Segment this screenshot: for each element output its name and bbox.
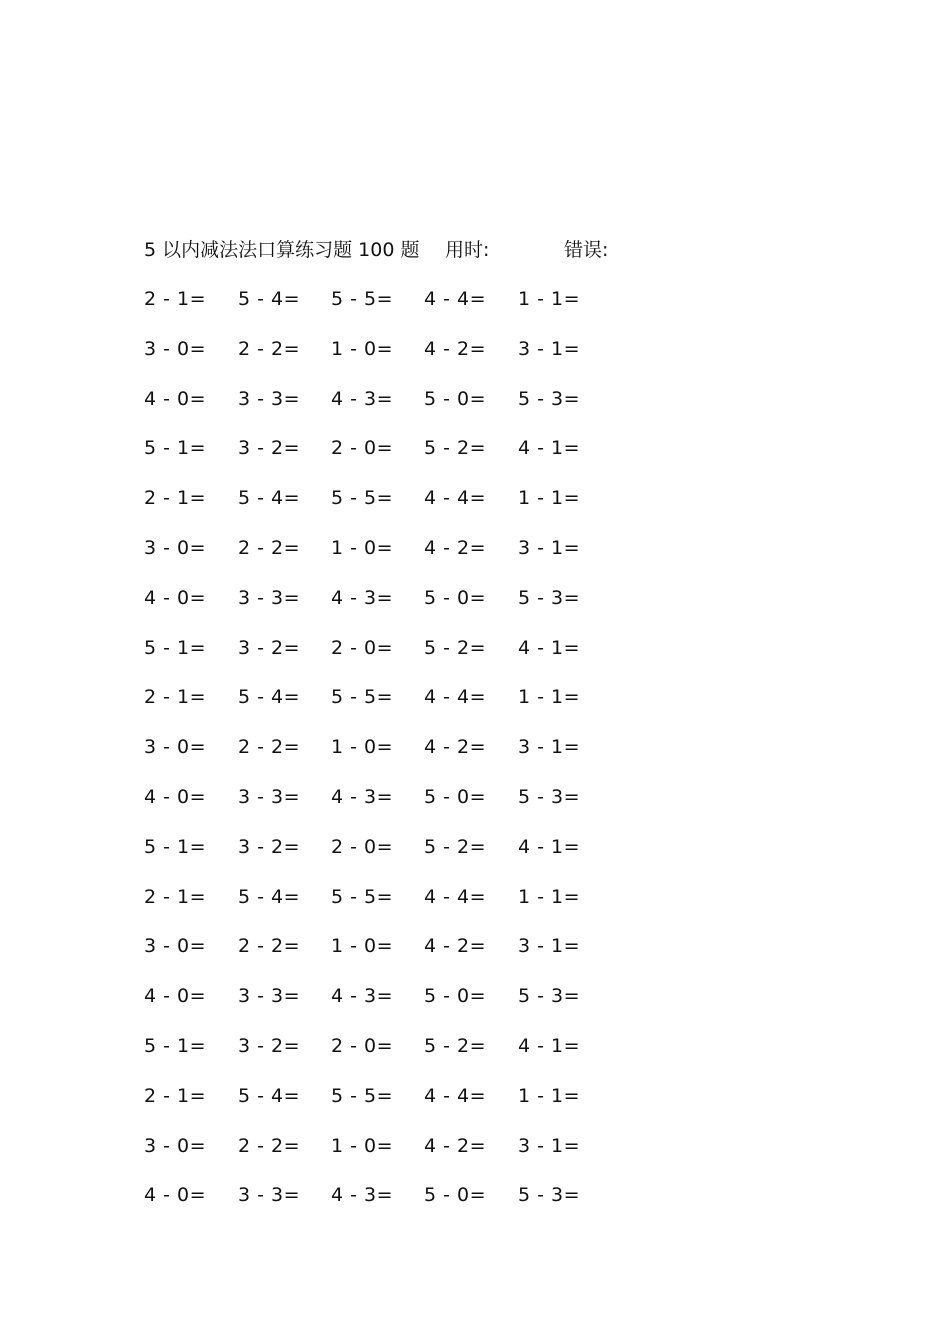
problem-item: 3 - 3=	[238, 586, 301, 609]
problem-item: 5 - 1=	[144, 835, 207, 858]
problem-item: 4 - 3=	[331, 1184, 394, 1207]
problem-item: 4 - 3=	[331, 586, 394, 609]
problem-row	[144, 932, 704, 982]
problem-row	[144, 484, 704, 534]
problem-item: 1 - 1=	[518, 288, 581, 310]
problem-item: 4 - 0=	[144, 586, 207, 609]
problem-item: 4 - 2=	[424, 536, 487, 559]
problem-item: 4 - 2=	[424, 736, 487, 759]
problem-row	[144, 1032, 704, 1082]
problem-item: 4 - 1=	[518, 437, 581, 460]
problem-row	[144, 783, 704, 833]
problem-item: 3 - 2=	[238, 835, 301, 858]
problem-item: 5 - 3=	[518, 985, 581, 1008]
problem-item: 3 - 0=	[144, 536, 207, 559]
problem-row	[144, 385, 704, 435]
problem-item: 2 - 0=	[331, 636, 394, 659]
problem-item: 1 - 0=	[331, 337, 394, 360]
problem-item: 3 - 1=	[518, 935, 581, 958]
problem-item: 2 - 1=	[144, 1084, 207, 1107]
problem-item: 3 - 2=	[238, 1034, 301, 1057]
problem-item: 4 - 0=	[144, 387, 207, 410]
problem-item: 2 - 1=	[144, 686, 207, 709]
problem-item: 1 - 1=	[518, 686, 581, 709]
problem-item: 5 - 0=	[424, 387, 487, 410]
problem-item: 5 - 0=	[424, 785, 487, 808]
problem-item: 4 - 1=	[518, 1034, 581, 1057]
errors-label: 错误:	[564, 239, 609, 261]
problem-item: 5 - 3=	[518, 387, 581, 410]
problem-grid	[144, 285, 704, 1231]
problem-item: 5 - 3=	[518, 1184, 581, 1207]
problem-item: 5 - 1=	[144, 636, 207, 659]
problem-item: 4 - 1=	[518, 835, 581, 858]
problem-item: 5 - 5=	[331, 885, 394, 908]
problem-item: 2 - 2=	[238, 1134, 301, 1157]
problem-item: 5 - 4=	[238, 1084, 301, 1107]
problem-item: 3 - 3=	[238, 985, 301, 1008]
time-used-label: 用时:	[445, 239, 490, 261]
problem-item: 3 - 1=	[518, 736, 581, 759]
problem-item: 4 - 4=	[424, 686, 487, 709]
problem-item: 2 - 0=	[331, 437, 394, 460]
problem-item: 3 - 1=	[518, 337, 581, 360]
problem-item: 4 - 4=	[424, 487, 487, 510]
problem-item: 5 - 0=	[424, 1184, 487, 1207]
problem-row	[144, 634, 704, 684]
problem-item: 5 - 5=	[331, 487, 394, 510]
problem-item: 5 - 1=	[144, 1034, 207, 1057]
problem-item: 2 - 1=	[144, 885, 207, 908]
problem-item: 5 - 4=	[238, 885, 301, 908]
problem-item: 2 - 2=	[238, 935, 301, 958]
problem-item: 3 - 3=	[238, 785, 301, 808]
problem-row	[144, 883, 704, 933]
problem-item: 3 - 1=	[518, 1134, 581, 1157]
problem-item: 5 - 2=	[424, 636, 487, 659]
problem-item: 2 - 0=	[331, 835, 394, 858]
problem-item: 1 - 0=	[331, 935, 394, 958]
problem-item: 3 - 0=	[144, 1134, 207, 1157]
problem-item: 1 - 1=	[518, 1084, 581, 1107]
problem-row	[144, 683, 704, 733]
problem-item: 5 - 2=	[424, 835, 487, 858]
problem-item: 5 - 4=	[238, 686, 301, 709]
problem-item: 1 - 0=	[331, 536, 394, 559]
problem-item: 5 - 0=	[424, 985, 487, 1008]
problem-item: 5 - 5=	[331, 686, 394, 709]
problem-item: 5 - 5=	[331, 288, 394, 310]
problem-item: 4 - 2=	[424, 1134, 487, 1157]
problem-item: 4 - 2=	[424, 935, 487, 958]
problem-item: 2 - 2=	[238, 337, 301, 360]
problem-item: 5 - 3=	[518, 586, 581, 609]
worksheet-title: 5 以内减法法口算练习题 100 题	[144, 239, 420, 261]
problem-item: 3 - 0=	[144, 736, 207, 759]
problem-item: 4 - 4=	[424, 1084, 487, 1107]
problem-item: 5 - 4=	[238, 487, 301, 510]
problem-item: 4 - 4=	[424, 885, 487, 908]
problem-row	[144, 982, 704, 1032]
problem-item: 5 - 2=	[424, 1034, 487, 1057]
problem-item: 2 - 0=	[331, 1034, 394, 1057]
problem-item: 2 - 1=	[144, 487, 207, 510]
problem-item: 3 - 2=	[238, 437, 301, 460]
problem-item: 3 - 3=	[238, 1184, 301, 1207]
problem-item: 3 - 1=	[518, 536, 581, 559]
problem-row	[144, 1082, 704, 1132]
problem-item: 4 - 2=	[424, 337, 487, 360]
problem-item: 3 - 3=	[238, 387, 301, 410]
problem-item: 5 - 1=	[144, 437, 207, 460]
problem-row	[144, 733, 704, 783]
problem-item: 2 - 2=	[238, 736, 301, 759]
problem-item: 4 - 0=	[144, 1184, 207, 1207]
problem-item: 2 - 1=	[144, 288, 207, 310]
problem-row	[144, 534, 704, 584]
problem-item: 1 - 0=	[331, 736, 394, 759]
problem-item: 5 - 3=	[518, 785, 581, 808]
problem-row	[144, 285, 704, 335]
problem-row	[144, 335, 704, 385]
problem-item: 5 - 5=	[331, 1084, 394, 1107]
problem-item: 4 - 3=	[331, 785, 394, 808]
problem-row	[144, 584, 704, 634]
problem-row	[144, 1132, 704, 1182]
problem-item: 4 - 0=	[144, 785, 207, 808]
problem-row	[144, 1181, 704, 1231]
problem-row	[144, 833, 704, 883]
problem-item: 5 - 2=	[424, 437, 487, 460]
problem-item: 5 - 0=	[424, 586, 487, 609]
problem-item: 4 - 0=	[144, 985, 207, 1008]
problem-item: 1 - 1=	[518, 487, 581, 510]
problem-item: 1 - 0=	[331, 1134, 394, 1157]
problem-item: 4 - 4=	[424, 288, 487, 310]
problem-item: 4 - 1=	[518, 636, 581, 659]
problem-item: 3 - 2=	[238, 636, 301, 659]
problem-item: 5 - 4=	[238, 288, 301, 310]
problem-item: 4 - 3=	[331, 985, 394, 1008]
problem-item: 4 - 3=	[331, 387, 394, 410]
problem-item: 3 - 0=	[144, 935, 207, 958]
problem-item: 3 - 0=	[144, 337, 207, 360]
problem-item: 1 - 1=	[518, 885, 581, 908]
problem-item: 2 - 2=	[238, 536, 301, 559]
problem-row	[144, 434, 704, 484]
